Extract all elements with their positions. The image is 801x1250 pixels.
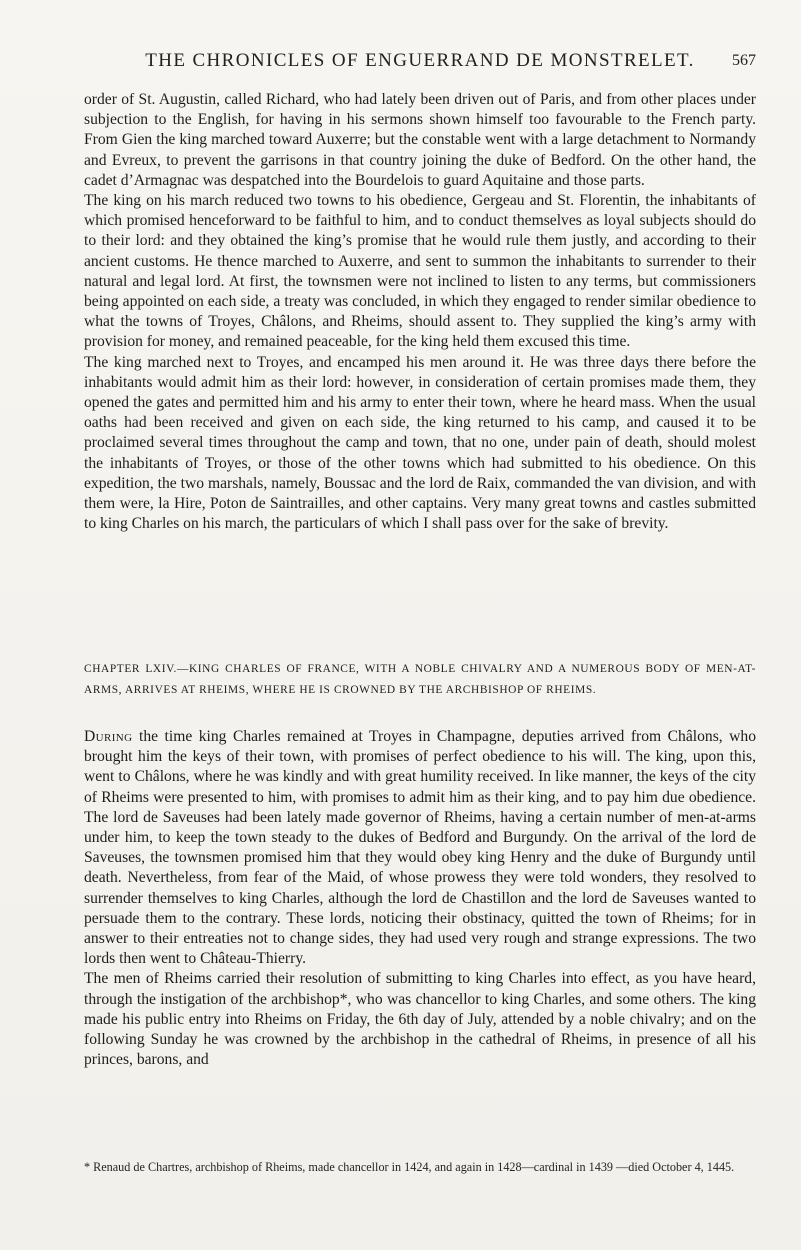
chapter-opening-word: During bbox=[84, 728, 133, 745]
chapter-paragraph-2: The men of Rheims carried their resolution of submitting to king Charles into effect, as you have heard, through the instigation of the archbishop*, who was chancellor to king Charles, and some others. The king made his public entry into Rheims on Friday, the 6th day of July, attended by a noble chivalry; and on the following Sunday he was crowned by the archbishop in the cathedral of Rheims, in presence of all his princes, barons, and bbox=[84, 970, 756, 1069]
paragraph-3: The king marched next to Troyes, and encamped his men around it. He was three days there before the inhabitants would admit him as their lord: however, in consideration of certain promises made them, they opened the gates and permitted him and his army to enter their town, where he heard mass. When the usual oaths had been received and given on each side, the king returned to his camp, and caused it to be proclaimed several times throughout the camp and town, that no one, under pain of death, should molest the inhabitants of Troyes, or those of the other towns which had submitted to his obedience. On this expedition, the two marshals, namely, Boussac and the lord de Raix, commanded the van division, and with them were, la Hire, Poton de Saintrailles, and other captains. Very many great towns and castles submitted to king Charles on his march, the particulars of which I shall pass over for the sake of brevity. bbox=[84, 353, 756, 533]
chapter-heading: CHAPTER LXIV.—KING CHARLES OF FRANCE, WITH A NOBLE CHIVALRY AND A NUMEROUS BODY OF MEN-AT-ARMS, ARRIVES AT RHEIMS, WHERE HE IS CROWNED BY THE ARCHBISHOP OF RHEIMS. bbox=[84, 663, 756, 696]
footnote-text: * Renaud de Chartres, archbishop of Rheims, made chancellor in 1424, and again in 1428—cardinal in 1439 —died October 4, 1445. bbox=[84, 1160, 735, 1174]
chapter-paragraph-1 bbox=[84, 727, 756, 969]
running-title: THE CHRONICLES OF ENGUERRAND DE MONSTRELET. bbox=[145, 50, 695, 71]
paragraph-2: The king on his march reduced two towns to his obedience, Gergeau and St. Florentin, the inhabitants of which promised henceforward to be faithful to him, and to conduct themselves as loyal subjects should do to their lord: and they obtained the king’s promise that he would rule them justly, and according to their ancient customs. He thence marched to Auxerre, and sent to summon the inhabitants to surrender to their natural and legal lord. At first, the townsmen were not inclined to listen to any terms, but commissioners being appointed on each side, a treaty was concluded, in which they engaged to render similar obedience to what the towns of Troyes, Châlons, and Rheims, should assent to. They supplied the king’s army with provision for money, and remained peaceable, for the king held them excused this time. bbox=[84, 192, 756, 351]
footnote bbox=[84, 1159, 756, 1175]
chapter-text-block bbox=[84, 727, 756, 1070]
running-head bbox=[84, 50, 756, 74]
paragraph-1: order of St. Augustin, called Richard, who had lately been driven out of Paris, and from other places under subjection to the English, for having in his sermons shown himself too favourable to the French party. From Gien the king marched toward Auxerre; but the constable went with a large detachment to Normandy and Evreux, to prevent the garrisons in that country joining the duke of Bedford. On the other hand, the cadet d’Armagnac was despatched into the Bourdelois to guard Aquitaine and those parts. bbox=[84, 91, 756, 189]
chapter-paragraph-1-text: the time king Charles remained at Troyes in Champagne, deputies arrived from Châlons, who brought him the keys of their town, with promises of perfect obedience to his will. The king, upon this, went to Châlons, where he was kindly and with great humility received. In like manner, the keys of the city of Rheims were presented to him, with promises to admit him as their king, and to pay him due obedience. The lord de Saveuses had been lately made governor of Rheims, having a certain number of men-at-arms under him, to keep the town steady to the dukes of Bedford and Burgundy. On the arrival of the lord de Saveuses, the townsmen promised him that they would obey king Henry and the duke of Burgundy until death. Nevertheless, from fear of the Maid, of whose prowess they were told wonders, they resolved to surrender themselves to king Charles, although the lord de Chastillon and the lord de Saveuses wanted to persuade them to the contrary. These lords, noticing their obstinacy, quitted the town of Rheims; for in answer to their entreaties not to change sides, they had used very rough and strange expressions. The two lords then went to Château-Thierry. bbox=[84, 728, 756, 968]
main-text-block bbox=[84, 90, 756, 534]
page-number: 567 bbox=[732, 52, 756, 69]
